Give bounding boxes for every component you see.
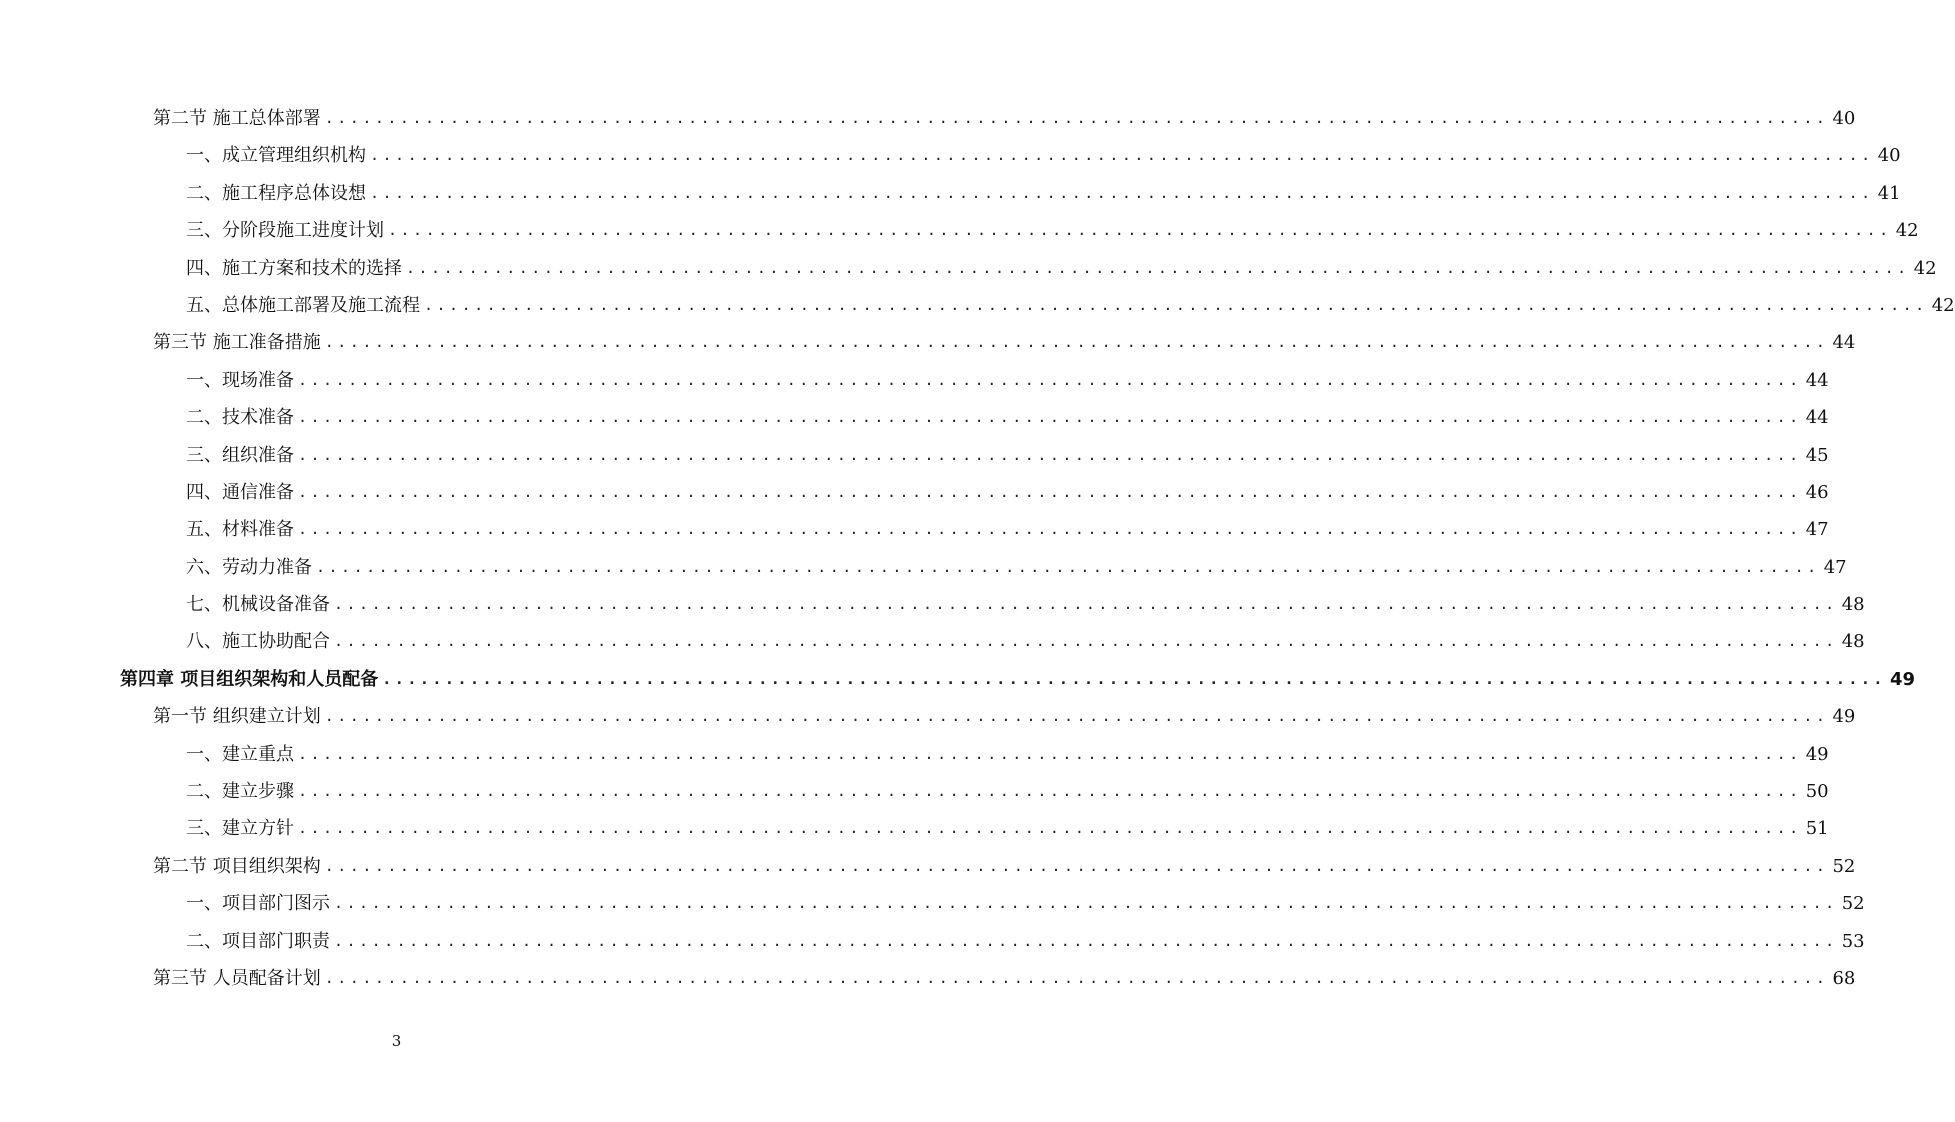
toc-entry[interactable] xyxy=(0,474,1829,511)
toc-dot-leader: ........................................................................................................................ xyxy=(298,782,1802,801)
toc-entry[interactable] xyxy=(0,661,1916,698)
toc-entry-title: 一、建立重点 xyxy=(186,743,294,765)
toc-entry[interactable] xyxy=(0,623,1865,660)
toc-dot-leader: ........................................................................................................................ xyxy=(324,707,1829,726)
toc-entry[interactable] xyxy=(0,212,1919,249)
toc-dot-leader: ........................................................................................................................ xyxy=(324,333,1829,352)
toc-entry[interactable] xyxy=(0,923,1865,960)
toc-entry-title: 五、总体施工部署及施工流程 xyxy=(186,294,420,316)
toc-entry-title: 第三节 人员配备计划 xyxy=(153,967,321,989)
toc-dot-leader: ........................................................................................................................ xyxy=(298,445,1802,464)
toc-dot-leader: ........................................................................................................................ xyxy=(298,408,1802,427)
toc-entry-page: 47 xyxy=(1823,556,1847,578)
toc-entry-title: 三、分阶段施工进度计划 xyxy=(186,220,384,242)
toc-dot-leader: ........................................................................................................................ xyxy=(370,183,1874,202)
toc-dot-leader: ........................................................................................................................ xyxy=(298,744,1802,763)
toc-entry-title: 六、劳动力准备 xyxy=(186,556,312,578)
toc-entry-title: 二、建立步骤 xyxy=(186,781,294,803)
toc-entry[interactable] xyxy=(0,810,1829,847)
toc-entry-page: 47 xyxy=(1805,519,1829,541)
toc-dot-leader: ........................................................................................................................ xyxy=(298,520,1802,539)
toc-dot-leader: ........................................................................................................................ xyxy=(324,856,1829,875)
toc-entry-page: 49 xyxy=(1889,668,1916,690)
toc-entry[interactable] xyxy=(0,698,1856,735)
toc-entry-page: 42 xyxy=(1913,257,1937,279)
toc-entry-title: 二、技术准备 xyxy=(186,407,294,429)
toc-entry-page: 52 xyxy=(1841,893,1865,915)
toc-entry-title: 第四章 项目组织架构和人员配备 xyxy=(120,668,379,690)
toc-dot-leader: ........................................................................................................................ xyxy=(406,258,1910,277)
toc-entry-title: 三、建立方针 xyxy=(186,818,294,840)
toc-entry-title: 第一节 组织建立计划 xyxy=(153,706,321,728)
toc-entry-page: 42 xyxy=(1931,294,1955,316)
toc-entry[interactable] xyxy=(0,324,1856,361)
toc-dot-leader: ........................................................................................................................ xyxy=(334,632,1838,651)
toc-entry-page: 40 xyxy=(1877,145,1901,167)
toc-dot-leader: ........................................................................................................................ xyxy=(424,295,1928,314)
toc-entry[interactable] xyxy=(0,773,1829,810)
toc-entry-title: 三、组织准备 xyxy=(186,444,294,466)
toc-entry-page: 49 xyxy=(1805,743,1829,765)
toc-entry-page: 42 xyxy=(1895,220,1919,242)
toc-entry[interactable] xyxy=(0,137,1901,174)
toc-entry-page: 53 xyxy=(1841,930,1865,952)
toc-dot-leader: ........................................................................................................................ xyxy=(334,595,1838,614)
toc-entry-page: 41 xyxy=(1877,182,1901,204)
toc-entry-page: 45 xyxy=(1805,444,1829,466)
toc-dot-leader: ........................................................................................................................ xyxy=(298,482,1802,501)
toc-entry[interactable] xyxy=(0,885,1865,922)
toc-dot-leader: ........................................................................................................................ xyxy=(388,221,1892,240)
page-number: 3 xyxy=(391,1032,402,1050)
toc-entry-page: 44 xyxy=(1805,369,1829,391)
toc-entry[interactable] xyxy=(0,287,1955,324)
toc-entry[interactable] xyxy=(0,736,1829,773)
toc-entry-page: 44 xyxy=(1805,407,1829,429)
toc-dot-leader: ........................................................................................................................ xyxy=(298,370,1802,389)
toc-entry-title: 一、现场准备 xyxy=(186,369,294,391)
toc-dot-leader: ........................................................................................................................ xyxy=(382,669,1886,688)
toc-entry[interactable] xyxy=(0,362,1829,399)
toc-entry[interactable] xyxy=(0,399,1829,436)
toc-entry-title: 一、成立管理组织机构 xyxy=(186,145,366,167)
toc-entry[interactable] xyxy=(0,511,1829,548)
table-of-contents xyxy=(0,100,1955,997)
toc-entry[interactable] xyxy=(0,437,1829,474)
toc-entry-title: 第二节 项目组织架构 xyxy=(153,855,321,877)
toc-entry-title: 二、施工程序总体设想 xyxy=(186,182,366,204)
toc-entry-title: 八、施工协助配合 xyxy=(186,631,330,653)
toc-entry[interactable] xyxy=(0,549,1847,586)
toc-entry-page: 68 xyxy=(1832,967,1856,989)
toc-entry-page: 48 xyxy=(1841,594,1865,616)
toc-entry-page: 48 xyxy=(1841,631,1865,653)
toc-entry-page: 51 xyxy=(1805,818,1829,840)
toc-entry-title: 第二节 施工总体部署 xyxy=(153,108,321,129)
toc-entry-page: 50 xyxy=(1805,781,1829,803)
toc-entry-title: 第三节 施工准备措施 xyxy=(153,332,321,354)
toc-entry[interactable] xyxy=(0,586,1865,623)
toc-entry-page: 52 xyxy=(1832,855,1856,877)
toc-entry[interactable] xyxy=(0,175,1901,212)
toc-dot-leader: ........................................................................................................................ xyxy=(324,968,1829,987)
toc-entry-title: 一、项目部门图示 xyxy=(186,893,330,915)
toc-dot-leader: ........................................................................................................................ xyxy=(324,109,1829,127)
toc-dot-leader: ........................................................................................................................ xyxy=(370,146,1874,165)
toc-entry-page: 49 xyxy=(1832,706,1856,728)
toc-dot-leader: ........................................................................................................................ xyxy=(334,894,1838,913)
toc-dot-leader: ........................................................................................................................ xyxy=(298,819,1802,838)
toc-entry-title: 四、施工方案和技术的选择 xyxy=(186,257,402,279)
toc-entry[interactable] xyxy=(0,960,1856,997)
toc-entry-page: 46 xyxy=(1805,481,1829,503)
toc-entry[interactable] xyxy=(0,848,1856,885)
toc-entry[interactable] xyxy=(0,250,1937,287)
toc-entry-page: 40 xyxy=(1832,108,1856,129)
toc-entry-title: 七、机械设备准备 xyxy=(186,594,330,616)
toc-entry-page: 44 xyxy=(1832,332,1856,354)
toc-entry-title: 二、项目部门职责 xyxy=(186,930,330,952)
toc-dot-leader: ........................................................................................................................ xyxy=(334,931,1838,950)
toc-entry-title: 五、材料准备 xyxy=(186,519,294,541)
toc-dot-leader: ........................................................................................................................ xyxy=(316,557,1820,576)
toc-entry[interactable] xyxy=(0,100,1856,137)
toc-entry-title: 四、通信准备 xyxy=(186,481,294,503)
